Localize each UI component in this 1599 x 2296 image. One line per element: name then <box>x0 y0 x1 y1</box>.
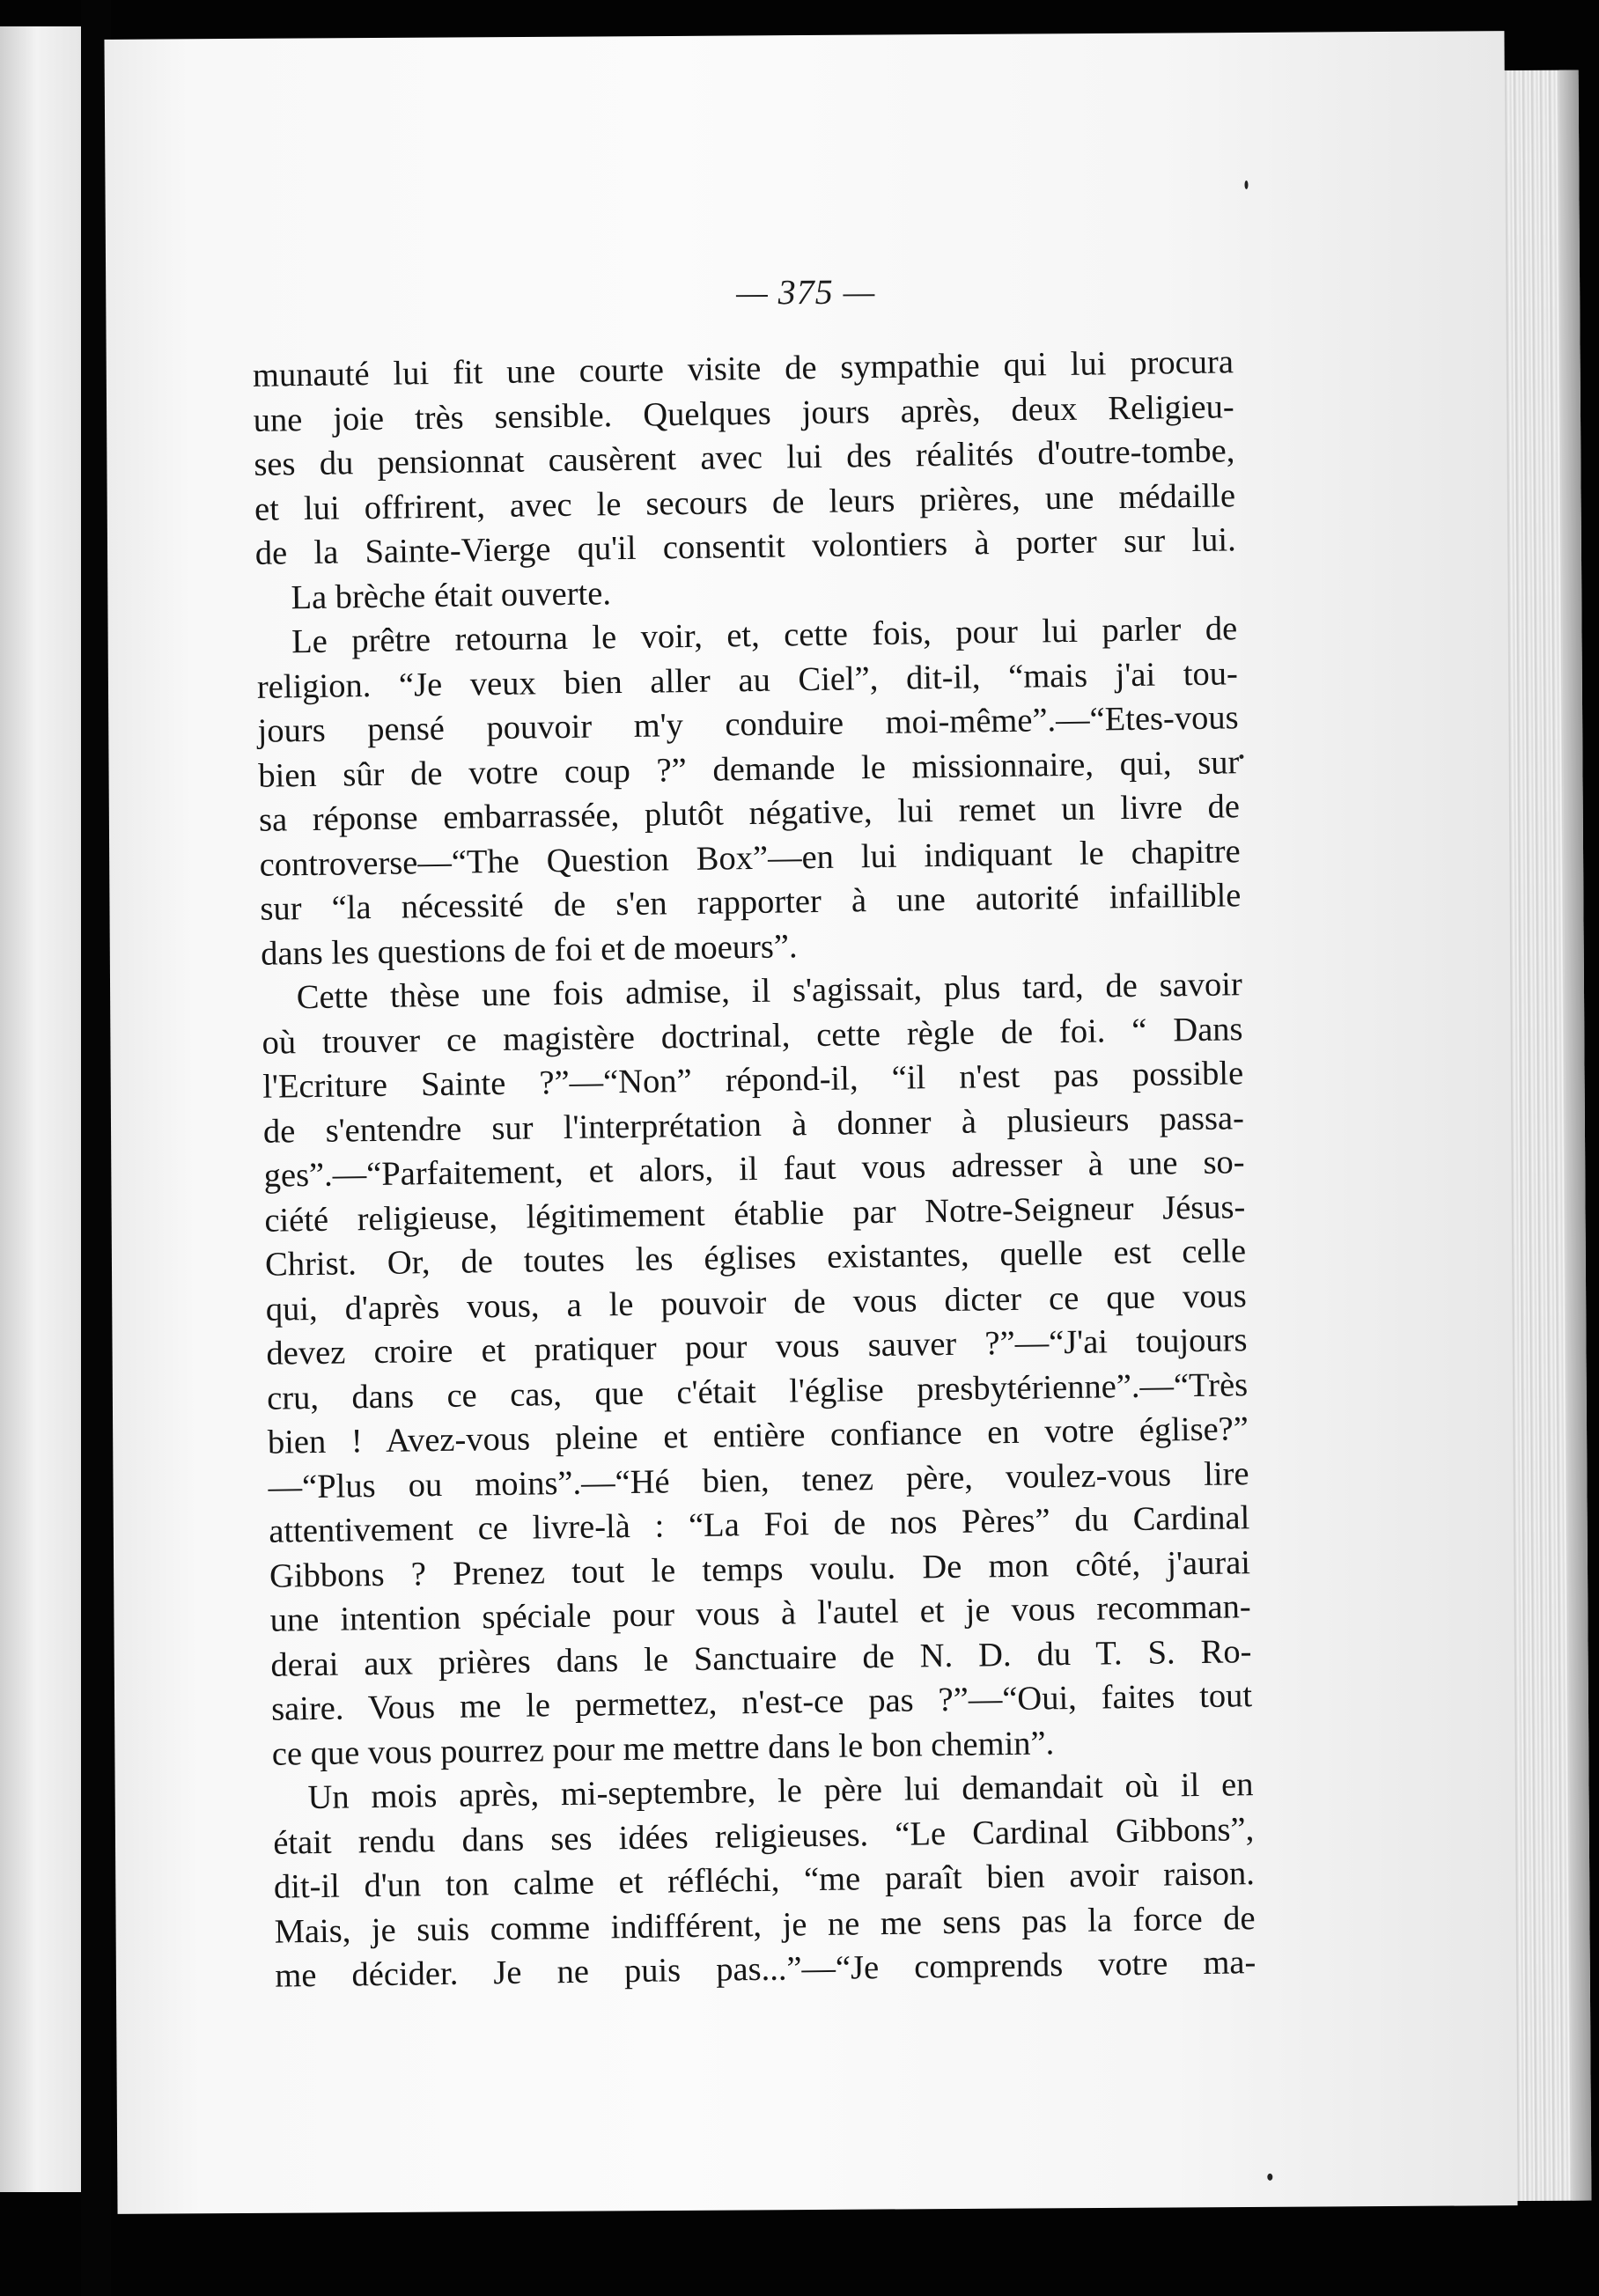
text-line: de s'entendre sur l'interprétation à donner à plusieurs passa- <box>262 1099 1245 1151</box>
text-line: ce que vous pourrez pour me mettre dans le bon chemin”. <box>271 1724 1055 1773</box>
text-line: dit-il d'un ton calme et réfléchi, “me paraît bien avoir raison. <box>273 1855 1256 1906</box>
text-line: me décider. Je ne puis pas...”—“Je comprends votre ma- <box>275 1944 1256 1995</box>
text-line: une intention spéciale pour vous à l'autel et je vous recomman- <box>269 1588 1251 1639</box>
text-line: où trouver ce magistère doctrinal, cette règle de foi. “ Dans <box>262 1010 1243 1062</box>
text-line: Gibbons ? Prenez tout le temps voulu. De mon côté, j'aurai <box>269 1543 1251 1595</box>
dust-speck <box>1267 2174 1272 2181</box>
text-line: ges”.—“Parfaitement, et alors, il faut vous adresser à une so- <box>263 1144 1245 1195</box>
text-line: l'Ecriture Sainte ?”—“Non” répond-il, “il n'est pas possible <box>262 1055 1244 1106</box>
book-page <box>104 31 1517 2214</box>
text-line: et lui offrirent, avec le secours de leurs prières, une médaille <box>254 476 1236 528</box>
text-line: munauté lui fit une courte visite de sympathie qui lui procura <box>252 343 1234 394</box>
text-line: bien sûr de votre coup ?” demande le missionnaire, qui, sur <box>258 743 1240 795</box>
text-line: de la Sainte-Vierge qu'il consentit volontiers à porter sur lui. <box>254 521 1237 572</box>
text-line: Le prêtre retourna le voir, et, cette fois, pour lui parler de <box>291 610 1238 661</box>
text-line: Christ. Or, de toutes les églises existantes, quelle est celle <box>264 1233 1247 1284</box>
text-line: Un mois après, mi-septembre, le père lui demandait où il en <box>307 1766 1254 1817</box>
text-line: La brèche était ouverte. <box>291 574 612 616</box>
text-line: ses du pensionnat causèrent avec lui des réalités d'outre-tombe, <box>254 432 1235 483</box>
text-line: ciété religieuse, légitimement établie par Notre-Seigneur Jésus- <box>264 1188 1246 1240</box>
text-line: jours pensé pouvoir m'y conduire moi-même”.—“Etes-vous <box>257 699 1239 750</box>
text-line: attentivement ce livre-là : “La Foi de nos Pères” du Cardinal <box>269 1499 1250 1550</box>
text-line: controverse—“The Question Box”—en lui indiquant le chapitre <box>259 832 1241 884</box>
text-line: sa réponse embarrassée, plutôt négative, lui remet un livre de <box>258 788 1241 839</box>
text-line: une joie très sensible. Quelques jours après, deux Religieu- <box>253 387 1234 439</box>
text-line: cru, dans ce cas, que c'était l'église presbytérienne”.—“Très <box>266 1365 1249 1417</box>
text-line: —“Plus ou moins”.—“Hé bien, tenez père, voulez-vous lire <box>268 1454 1249 1506</box>
dust-speck <box>1239 754 1243 759</box>
text-line: religion. “Je veux bien aller au Ciel”, dit-il, “mais j'ai tou- <box>256 654 1239 706</box>
body-text <box>253 340 1256 1998</box>
text-line: dans les questions de foi et de moeurs”. <box>260 927 798 973</box>
text-line: était rendu dans ses idées religieuses. “Le Cardinal Gibbons”, <box>272 1810 1255 1862</box>
text-line: qui, d'après vous, a le pouvoir de vous dicter ce que vous <box>265 1277 1247 1328</box>
text-line: derai aux prières dans le Sanctuaire de N. D. du T. S. Ro- <box>270 1632 1252 1684</box>
page-number: — 375 — <box>736 271 876 313</box>
dust-speck <box>1244 180 1248 189</box>
text-line: Mais, je suis comme indifférent, je ne me sens pas la force de <box>274 1899 1256 1951</box>
text-line: Cette thèse une fois admise, il s'agissait, plus tard, de savoir <box>296 966 1243 1017</box>
text-line: saire. Vous me le permettez, n'est-ce pas ?”—“Oui, faites tout <box>270 1677 1253 1728</box>
text-line: bien ! Avez-vous pleine et entière confiance en votre église?” <box>267 1410 1249 1461</box>
left-page-edge <box>0 26 81 2192</box>
text-line: devez croire et pratiquer pour vous sauver ?”—“J'ai toujours <box>266 1321 1248 1372</box>
text-line: sur “la nécessité de s'en rapporter à une autorité infaillible <box>260 877 1242 928</box>
